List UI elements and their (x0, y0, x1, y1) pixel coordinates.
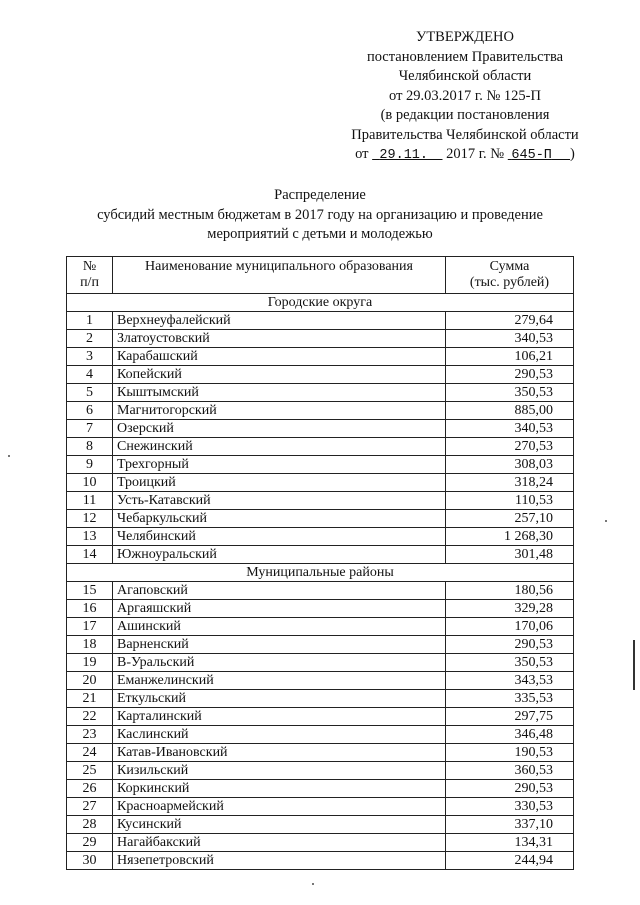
table-row (67, 546, 574, 564)
row-sum: 290,53 (446, 780, 574, 798)
amendment-year: 2017 г. № (446, 146, 505, 162)
row-name: Карталинский (113, 708, 446, 726)
section-row (67, 564, 574, 582)
table-row (67, 582, 574, 600)
row-name: В-Уральский (113, 654, 446, 672)
section-urban: Городские округа (67, 294, 574, 312)
row-number: 4 (67, 366, 113, 384)
approval-line: Челябинской области (398, 68, 532, 84)
row-number: 13 (67, 528, 113, 546)
table-row (67, 618, 574, 636)
row-name: Кыштымский (113, 384, 446, 402)
table-row (67, 510, 574, 528)
row-name: Еманжелинский (113, 672, 446, 690)
row-name: Варненский (113, 636, 446, 654)
amendment-close: ) (570, 146, 575, 162)
row-sum: 180,56 (446, 582, 574, 600)
table-row (67, 456, 574, 474)
row-name: Аргаяшский (113, 600, 446, 618)
amendment-date: 29.11. (379, 148, 428, 163)
approval-stamp (320, 28, 610, 166)
table-row (67, 348, 574, 366)
row-sum: 340,53 (446, 420, 574, 438)
table-row (67, 420, 574, 438)
header-number: № п/п (67, 257, 113, 294)
row-sum: 134,31 (446, 834, 574, 852)
row-name: Каслинский (113, 726, 446, 744)
row-name: Еткульский (113, 690, 446, 708)
table-row (67, 672, 574, 690)
row-number: 6 (67, 402, 113, 420)
table-row (67, 528, 574, 546)
row-number: 2 (67, 330, 113, 348)
row-sum: 343,53 (446, 672, 574, 690)
row-name: Агаповский (113, 582, 446, 600)
table-row (67, 798, 574, 816)
row-sum: 106,21 (446, 348, 574, 366)
row-sum: 110,53 (446, 492, 574, 510)
row-sum: 360,53 (446, 762, 574, 780)
row-sum: 318,24 (446, 474, 574, 492)
row-number: 24 (67, 744, 113, 762)
row-name: Кизильский (113, 762, 446, 780)
row-number: 3 (67, 348, 113, 366)
row-sum: 244,94 (446, 852, 574, 870)
approval-line: Правительства Челябинской области (351, 126, 579, 143)
row-name: Красноармейский (113, 798, 446, 816)
row-name: Коркинский (113, 780, 446, 798)
table-row (67, 780, 574, 798)
row-name: Челябинский (113, 528, 446, 546)
row-name: Верхнеуфалейский (113, 312, 446, 330)
row-number: 14 (67, 546, 113, 564)
row-sum: 885,00 (446, 402, 574, 420)
row-number: 9 (67, 456, 113, 474)
row-number: 15 (67, 582, 113, 600)
table-row (67, 492, 574, 510)
table-row (67, 816, 574, 834)
table-row (67, 474, 574, 492)
scan-mark (8, 455, 10, 457)
row-name: Усть-Катавский (113, 492, 446, 510)
table-row (67, 852, 574, 870)
row-sum: 350,53 (446, 654, 574, 672)
row-name: Нязепетровский (113, 852, 446, 870)
row-number: 8 (67, 438, 113, 456)
row-sum: 190,53 (446, 744, 574, 762)
row-number: 28 (67, 816, 113, 834)
approval-line: постановлением Правительства (366, 48, 564, 65)
amendment-line (320, 145, 610, 166)
title-line: субсидий местным бюджетам в 2017 году на организацию и проведение (97, 206, 543, 223)
table-row (67, 636, 574, 654)
row-sum: 297,75 (446, 708, 574, 726)
header-name: Наименование муниципального образования (113, 257, 446, 294)
table-row (67, 744, 574, 762)
table-row (67, 438, 574, 456)
row-sum: 279,64 (446, 312, 574, 330)
row-sum: 270,53 (446, 438, 574, 456)
approval-status: УТВЕРЖДЕНО (416, 29, 514, 45)
table-row (67, 600, 574, 618)
row-name: Трехгорный (113, 456, 446, 474)
table-row (67, 312, 574, 330)
row-name: Троицкий (113, 474, 446, 492)
row-sum: 340,53 (446, 330, 574, 348)
row-sum: 350,53 (446, 384, 574, 402)
row-number: 10 (67, 474, 113, 492)
amendment-number: 645-П (511, 148, 552, 163)
row-number: 25 (67, 762, 113, 780)
row-name: Нагайбакский (113, 834, 446, 852)
row-name: Чебаркульский (113, 510, 446, 528)
row-number: 5 (67, 384, 113, 402)
row-name: Карабашский (113, 348, 446, 366)
row-number: 22 (67, 708, 113, 726)
approval-line: от 29.03.2017 г. № 125-П (389, 87, 541, 104)
row-sum: 301,48 (446, 546, 574, 564)
row-sum: 329,28 (446, 600, 574, 618)
row-sum: 330,53 (446, 798, 574, 816)
row-number: 23 (67, 726, 113, 744)
row-name: Катав-Ивановский (113, 744, 446, 762)
table-row (67, 708, 574, 726)
row-name: Ашинский (113, 618, 446, 636)
row-number: 27 (67, 798, 113, 816)
row-number: 7 (67, 420, 113, 438)
approval-line: (в редакции постановления (380, 107, 550, 123)
table-header-row (67, 257, 574, 294)
row-number: 21 (67, 690, 113, 708)
row-name: Златоустовский (113, 330, 446, 348)
row-number: 26 (67, 780, 113, 798)
row-number: 19 (67, 654, 113, 672)
table-row (67, 834, 574, 852)
row-number: 11 (67, 492, 113, 510)
amendment-number-field (508, 146, 570, 162)
row-number: 29 (67, 834, 113, 852)
subsidy-table (66, 256, 574, 870)
row-sum: 337,10 (446, 816, 574, 834)
table-row (67, 402, 574, 420)
row-sum: 170,06 (446, 618, 574, 636)
row-sum: 308,03 (446, 456, 574, 474)
row-sum: 335,53 (446, 690, 574, 708)
scan-edge-mark (633, 640, 635, 690)
scan-mark (605, 520, 607, 522)
table-row (67, 726, 574, 744)
row-sum: 257,10 (446, 510, 574, 528)
title-line: Распределение (274, 187, 366, 203)
table-row (67, 690, 574, 708)
row-name: Копейский (113, 366, 446, 384)
header-sum: Сумма (тыс. рублей) (446, 257, 574, 294)
section-districts: Муниципальные районы (67, 564, 574, 582)
row-sum: 290,53 (446, 366, 574, 384)
table-row (67, 366, 574, 384)
title-line: мероприятий с детьми и молодежью (207, 226, 433, 242)
row-name: Южноуральский (113, 546, 446, 564)
row-name: Кусинский (113, 816, 446, 834)
row-number: 30 (67, 852, 113, 870)
document-title (60, 186, 580, 245)
row-sum: 346,48 (446, 726, 574, 744)
row-number: 16 (67, 600, 113, 618)
row-number: 12 (67, 510, 113, 528)
table-row (67, 330, 574, 348)
amendment-from-label: от (355, 146, 369, 162)
row-name: Озерский (113, 420, 446, 438)
table-row (67, 762, 574, 780)
amendment-date-field (372, 146, 442, 162)
section-row (67, 294, 574, 312)
row-name: Снежинский (113, 438, 446, 456)
row-number: 18 (67, 636, 113, 654)
row-number: 17 (67, 618, 113, 636)
row-sum: 1 268,30 (446, 528, 574, 546)
table-body (67, 294, 574, 870)
row-name: Магнитогорский (113, 402, 446, 420)
row-number: 20 (67, 672, 113, 690)
row-sum: 290,53 (446, 636, 574, 654)
scan-mark (312, 883, 314, 885)
row-number: 1 (67, 312, 113, 330)
table-row (67, 654, 574, 672)
table-row (67, 384, 574, 402)
